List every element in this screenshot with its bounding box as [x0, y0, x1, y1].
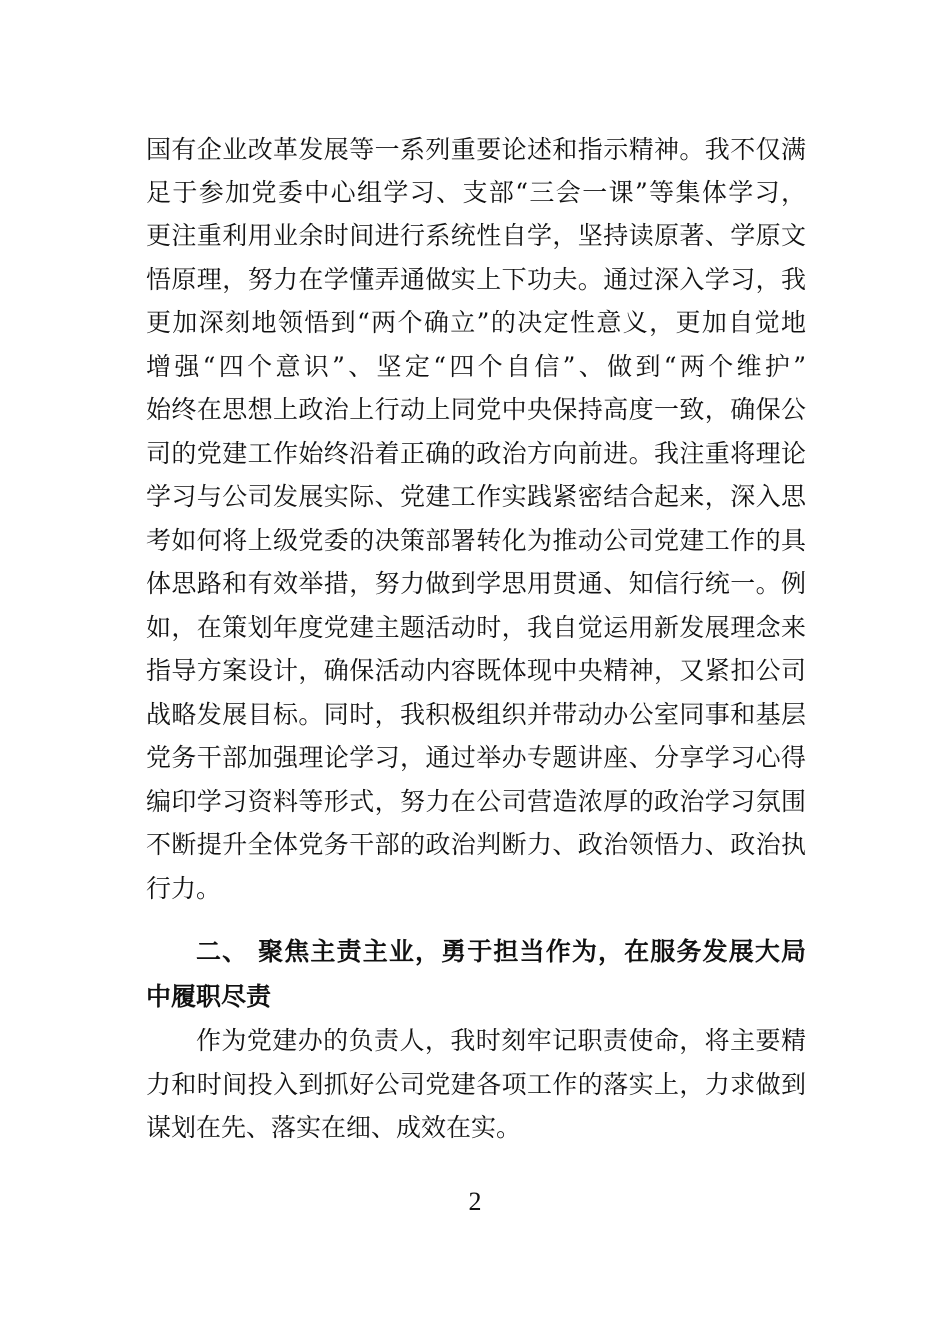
text-line: 战略发展目标。同时，我积极组织并带动办公室同事和基层 — [146, 700, 806, 729]
text-line: 更注重利用业余时间进行系统性自学，坚持读原著、学原文 — [146, 221, 806, 250]
text-line: 行力。 — [146, 874, 222, 903]
text-line: 悟原理，努力在学懂弄通做实上下功夫。通过深入学习，我 — [146, 265, 806, 294]
text-line: 谋划在先、落实在细、成效在实。 — [146, 1113, 522, 1142]
text-line: 考如何将上级党委的决策部署转化为推动公司党建工作的具 — [146, 526, 806, 555]
text-line: 指导方案设计，确保活动内容既体现中央精神，又紧扣公司 — [146, 656, 806, 685]
heading-line: 二、 聚焦主责主业，勇于担当作为，在服务发展大局 — [196, 937, 806, 966]
text-line: 体思路和有效举措，努力做到学思用贯通、知信行统一。例 — [146, 569, 806, 598]
page-number: 2 — [468, 1187, 482, 1216]
text-line: 如，在策划年度党建主题活动时，我自觉运用新发展理念来 — [146, 613, 806, 642]
text-line: 学习与公司发展实际、党建工作实践紧密结合起来，深入思 — [146, 482, 806, 511]
text-line: 力和时间投入到抓好公司党建各项工作的落实上，力求做到 — [146, 1070, 806, 1099]
text-line: 编印学习资料等形式，努力在公司营造浓厚的政治学习氛围 — [146, 787, 806, 816]
text-line: 更加深刻地领悟到“两个确立”的决定性意义，更加自觉地 — [146, 308, 806, 337]
text-line: 国有企业改革发展等一系列重要论述和指示精神。我不仅满 — [146, 135, 806, 164]
text-line: 党务干部加强理论学习，通过举办专题讲座、分享学习心得 — [146, 743, 806, 772]
text-line: 作为党建办的负责人，我时刻牢记职责使命，将主要精 — [196, 1026, 806, 1055]
text-line: 不断提升全体党务干部的政治判断力、政治领悟力、政治执 — [146, 830, 806, 859]
text-line: 增强“四个意识”、坚定“四个自信”、做到“两个维护” — [146, 352, 806, 381]
text-line: 司的党建工作始终沿着正确的政治方向前进。我注重将理论 — [146, 439, 806, 468]
heading-line: 中履职尽责 — [146, 982, 272, 1011]
text-line: 始终在思想上政治上行动上同党中央保持高度一致，确保公 — [146, 395, 806, 424]
text-line: 足于参加党委中心组学习、支部“三会一课”等集体学习， — [146, 178, 806, 207]
